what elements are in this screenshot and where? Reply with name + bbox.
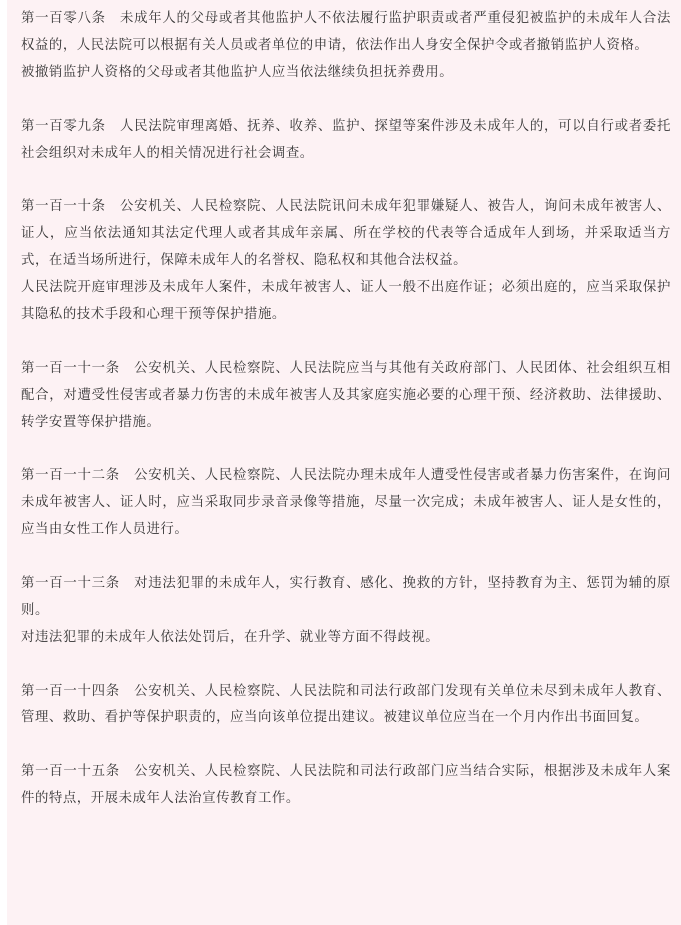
article-113: [21, 571, 671, 652]
article-paragraph: 第一百一十条 公安机关、人民检察院、人民法院讯问未成年犯罪嫌疑人、被告人，询问未成年被害人、证人，应当依法通知其法定代理人或者其成年亲属、所在学校的代表等合适成年人到场，并采取适当方式，在适当场所进行，保障未成年人的名誉权、隐私权和其他合法权益。: [21, 199, 671, 269]
article-paragraph: 第一百零八条 未成年人的父母或者其他监护人不依法履行监护职责或者严重侵犯被监护的未成年人合法权益的，人民法院可以根据有关人员或者单位的申请，依法作出人身安全保护令或者撤销监护人资格。: [21, 11, 671, 53]
article-paragraph: 第一百零九条 人民法院审理离婚、抚养、收养、监护、探望等案件涉及未成年人的，可以自行或者委托社会组织对未成年人的相关情况进行社会调查。: [21, 118, 671, 161]
article-108: [21, 6, 671, 87]
article-panel: [7, 0, 681, 925]
article-115: [21, 759, 671, 813]
article-109: [21, 114, 671, 168]
article-114: [21, 679, 671, 733]
article-paragraph: 人民法院开庭审理涉及未成年人案件，未成年被害人、证人一般不出庭作证；必须出庭的，应当采取保护其隐私的技术手段和心理干预等保护措施。: [21, 280, 671, 322]
article-paragraph: 第一百一十四条 公安机关、人民检察院、人民法院和司法行政部门发现有关单位未尽到未成年人教育、管理、救助、看护等保护职责的，应当向该单位提出建议。被建议单位应当在一个月内作出书面回复。: [21, 683, 671, 726]
article-paragraph: 第一百一十一条 公安机关、人民检察院、人民法院应当与其他有关政府部门、人民团体、社会组织互相配合，对遭受性侵害或者暴力伤害的未成年被害人及其家庭实施必要的心理干预、经济救助、法律援助、转学安置等保护措施。: [21, 360, 671, 430]
article-112: [21, 463, 671, 544]
article-paragraph: 对违法犯罪的未成年人依法处罚后，在升学、就业等方面不得歧视。: [21, 629, 440, 645]
article-paragraph: 第一百一十五条 公安机关、人民检察院、人民法院和司法行政部门应当结合实际，根据涉及未成年人案件的特点，开展未成年人法治宣传教育工作。: [21, 764, 671, 807]
article-110: [21, 194, 671, 329]
article-paragraph: 被撤销监护人资格的父母或者其他监护人应当依法继续负担抚养费用。: [21, 64, 454, 80]
article-paragraph: 第一百一十二条 公安机关、人民检察院、人民法院办理未成年人遭受性侵害或者暴力伤害案件，在询问未成年被害人、证人时，应当采取同步录音录像等措施，尽量一次完成；未成年被害人、证人是女性的，应当由女性工作人员进行。: [21, 468, 671, 538]
article-111: [21, 356, 671, 437]
article-paragraph: 第一百一十三条 对违法犯罪的未成年人，实行教育、感化、挽救的方针，坚持教育为主、惩罚为辅的原则。: [21, 575, 671, 618]
